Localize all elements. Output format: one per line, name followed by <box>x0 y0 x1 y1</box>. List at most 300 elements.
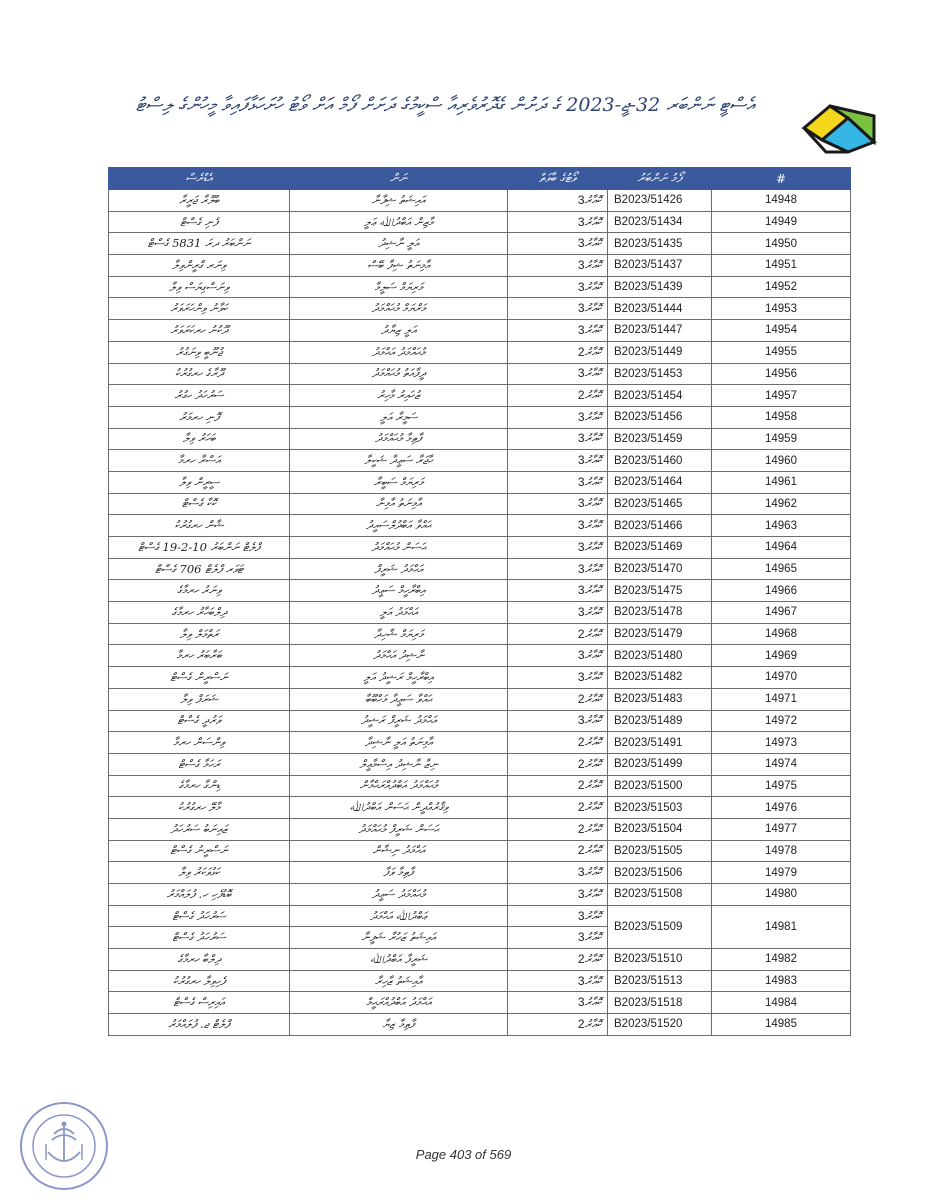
cell-form-number: B2023/51466 <box>608 515 712 537</box>
cell-form-number: B2023/51456 <box>608 406 712 428</box>
cell-name: މަރިޔަމް ސަލީމާ <box>290 276 508 298</box>
cell-name: އިބްރާހީމް ސަޢީދު <box>290 580 508 602</box>
cell-row-number: 14970 <box>712 667 851 689</box>
cell-form-number: B2023/51437 <box>608 255 712 277</box>
cell-form-number: B2023/51510 <box>608 949 712 971</box>
cell-row-number: 14968 <box>712 623 851 645</box>
category-count: 2 <box>577 843 585 858</box>
cell-row-number: 14962 <box>712 493 851 515</box>
cell-form-number: B2023/51518 <box>608 992 712 1014</box>
cell-address: ޑިންގާ ހރމާގެ <box>109 775 290 797</box>
cell-row-number: 14973 <box>712 732 851 754</box>
cell-category <box>508 927 608 949</box>
cell-row-number: 14977 <box>712 818 851 840</box>
table-row <box>109 428 851 450</box>
table-row <box>109 840 851 862</box>
category-label: ކޮއާރު <box>584 214 601 229</box>
table-row <box>109 1014 851 1036</box>
cell-row-number: 14967 <box>712 602 851 624</box>
cell-row-number: 14972 <box>712 710 851 732</box>
cell-category <box>508 385 608 407</box>
cell-category <box>508 970 608 992</box>
cell-address: ކަޅުވަކަރު ވިލާ <box>109 862 290 884</box>
cell-address: ވިނަރ ގްރީންވިލާ <box>109 255 290 277</box>
cell-address: ވިނަސްގިޔަސް ވިލާ <box>109 276 290 298</box>
category-count: 3 <box>577 669 585 684</box>
table-row <box>109 970 851 992</box>
cell-form-number: B2023/51479 <box>608 623 712 645</box>
cell-name: ޙައްވާ ސަޢީދާ މަހްބޫބާ <box>290 688 508 710</box>
cell-name: އަޙްމަދު އަބްދުއްރަޙީމް <box>290 992 508 1014</box>
cell-category <box>508 710 608 732</box>
cell-form-number: B2023/51480 <box>608 645 712 667</box>
category-count: 2 <box>577 344 585 359</box>
cell-form-number: B2023/51499 <box>608 753 712 775</box>
category-count: 3 <box>577 713 585 728</box>
cell-form-number: B2023/51489 <box>608 710 712 732</box>
category-label: ކޮއާރު <box>584 409 601 424</box>
category-count: 3 <box>577 496 585 511</box>
cell-row-number: 14960 <box>712 450 851 472</box>
category-label: ކޮއާރު <box>584 800 601 815</box>
table-row <box>109 298 851 320</box>
cell-form-number: B2023/51460 <box>608 450 712 472</box>
category-label: ކޮއާރު <box>584 496 601 511</box>
table-body <box>109 190 851 1036</box>
category-label: ކޮއާރު <box>584 322 601 337</box>
cell-row-number: 14961 <box>712 471 851 493</box>
cell-category <box>508 363 608 385</box>
cell-category <box>508 688 608 710</box>
table-row <box>109 884 851 906</box>
cell-row-number: 14965 <box>712 558 851 580</box>
category-label: ކޮއާރު <box>584 908 601 923</box>
cell-category <box>508 602 608 624</box>
cell-address: ނަސްރީން ގެސްޓް <box>109 667 290 689</box>
cell-category <box>508 190 608 212</box>
page-title: އެސްޓީ ނަންބަރ 32-ޖީ-2023 ގެ ދަށުން ގެދޮރުވެރިއާ ސްކީމުގެ ދަށަށް ފޯމް އަށް ވޯޓު ހުށަހަޅާފައިވާ މީހުންގެ ލިސްޓު <box>135 94 755 116</box>
cell-category <box>508 1014 608 1036</box>
category-label: ކޮއާރު <box>584 474 601 489</box>
category-count: 3 <box>577 865 585 880</box>
cell-address: ދޫރާގެ ހރގުރުކު <box>109 363 290 385</box>
category-label: ކޮއާރު <box>584 366 601 381</box>
cell-row-number: 14964 <box>712 537 851 559</box>
cell-category <box>508 732 608 754</box>
header-category: ވޯޓުގެ ބާވަތް <box>508 168 608 190</box>
cell-row-number: 14985 <box>712 1014 851 1036</box>
table-row <box>109 385 851 407</box>
cell-address: ޝަރަފް ވިލާ <box>109 688 290 710</box>
cell-address: ފްލެޓް ޖ. ފުލައްމަރު <box>109 1014 290 1036</box>
cell-form-number: B2023/51470 <box>608 558 712 580</box>
header-address: އެޑްރެސް <box>109 168 290 190</box>
cell-row-number: 14974 <box>712 753 851 775</box>
cell-name: ޝަރީފާ އަބްދުﷲ <box>290 949 508 971</box>
cell-category <box>508 992 608 1014</box>
cell-name: ހާޖަރާ ސަޢީދާ ޝަކީލާ <box>290 450 508 472</box>
category-label: ކޮއާރު <box>584 843 601 858</box>
category-count: 3 <box>577 518 585 533</box>
cell-category <box>508 255 608 277</box>
cell-address: ބަހަރު ވިލާ <box>109 428 290 450</box>
header-name: ނަން <box>290 168 508 190</box>
cell-address: ފެހިވިލާ ހރގުރުކު <box>109 970 290 992</box>
cell-name: ޢަބްދުﷲ އަޙްމަދު <box>290 905 508 927</box>
category-count: 3 <box>577 604 585 619</box>
category-count: 3 <box>577 453 585 468</box>
category-count: 3 <box>577 409 585 424</box>
cell-address: ކޮކާ ގެސްޓް <box>109 493 290 515</box>
cell-name: ފާޠިމާ ވަފާ <box>290 862 508 884</box>
table-row <box>109 905 851 927</box>
cell-address: ފްލެޓް ނަންބަރު 10-2-19 ގެސްޓް <box>109 537 290 559</box>
category-count: 3 <box>577 583 585 598</box>
category-count: 2 <box>577 821 585 836</box>
cell-form-number: B2023/51447 <box>608 320 712 342</box>
table-row <box>109 688 851 710</box>
table-row <box>109 667 851 689</box>
category-count: 2 <box>577 691 585 706</box>
cell-form-number: B2023/51503 <box>608 797 712 819</box>
cell-name: މާޒިން އަބްދުﷲ ޢަލީ <box>290 211 508 233</box>
cell-category <box>508 818 608 840</box>
cell-category <box>508 233 608 255</box>
cell-row-number: 14959 <box>712 428 851 450</box>
category-count: 3 <box>577 192 585 207</box>
cell-category <box>508 537 608 559</box>
category-label: ކޮއާރު <box>584 388 601 403</box>
cell-address: ނަންބަރު ދރަ 5831 ގެސްޓް <box>109 233 290 255</box>
category-count: 2 <box>577 951 585 966</box>
category-label: ކޮއާރު <box>584 735 601 750</box>
cell-category <box>508 298 608 320</box>
category-label: ކޮއާރު <box>584 192 601 207</box>
cell-name: އަޙްމަދު އަލީ <box>290 602 508 624</box>
table-row <box>109 190 851 212</box>
category-count: 3 <box>577 561 585 576</box>
category-count: 3 <box>577 366 585 381</box>
category-label: ކޮއާރު <box>584 279 601 294</box>
cell-name: ފާޠިމާ މުޙައްމަދު <box>290 428 508 450</box>
table-row <box>109 515 851 537</box>
table-row <box>109 450 851 472</box>
category-label: ކޮއާރު <box>584 886 601 901</box>
cell-address: އަސްރާ ހރމާ <box>109 450 290 472</box>
cell-form-number: B2023/51500 <box>608 775 712 797</box>
cell-category <box>508 623 608 645</box>
category-count: 3 <box>577 257 585 272</box>
cell-category <box>508 775 608 797</box>
table-row <box>109 710 851 732</box>
cell-row-number: 14954 <box>712 320 851 342</box>
category-label: ކޮއާރު <box>584 626 601 641</box>
cell-address: ބަރާބަރު ހރމާ <box>109 645 290 667</box>
table-row <box>109 255 851 277</box>
cell-address: ދިލްބާ ހރމާގެ <box>109 949 290 971</box>
cell-row-number: 14953 <box>712 298 851 320</box>
cell-row-number: 14957 <box>712 385 851 407</box>
category-label: ކޮއާރު <box>584 604 601 619</box>
cell-category <box>508 905 608 927</box>
category-count: 3 <box>577 648 585 663</box>
cell-form-number: B2023/51513 <box>608 970 712 992</box>
category-label: ކޮއާރު <box>584 236 601 251</box>
cell-name: ސަމީރާ އަލީ <box>290 406 508 428</box>
cell-row-number: 14966 <box>712 580 851 602</box>
cell-category <box>508 450 608 472</box>
category-count: 2 <box>577 626 585 641</box>
table-row <box>109 276 851 298</box>
cell-form-number: B2023/51459 <box>608 428 712 450</box>
category-count: 3 <box>577 279 585 294</box>
cell-category <box>508 753 608 775</box>
cell-category <box>508 840 608 862</box>
cell-name: ނާޝިދު އަޙްމަދު <box>290 645 508 667</box>
cell-category <box>508 515 608 537</box>
cell-category <box>508 471 608 493</box>
cell-row-number: 14984 <box>712 992 851 1014</box>
cell-row-number: 14982 <box>712 949 851 971</box>
table-row <box>109 406 851 428</box>
table-row <box>109 645 851 667</box>
cell-name: މުޙައްމަދު ސަޢީދު <box>290 884 508 906</box>
cell-name: އާމިނަތު ޝިފާ ބޭސް <box>290 255 508 277</box>
cell-form-number: B2023/51508 <box>608 884 712 906</box>
category-count: 3 <box>577 431 585 446</box>
cell-address: ފެނި ގެސްޓް <box>109 211 290 233</box>
cell-name: ދީފާއަތު މުޙައްމަދު <box>290 363 508 385</box>
cell-address: ދޫކުނު ހރކަރަވަރު <box>109 320 290 342</box>
cell-row-number: 14949 <box>712 211 851 233</box>
page-number: Page 403 of 569 <box>415 1147 512 1162</box>
cell-category <box>508 428 608 450</box>
cell-row-number: 14948 <box>712 190 851 212</box>
table-row <box>109 211 851 233</box>
cell-address: ޖުނޫބީ ވިނަގުރު <box>109 341 290 363</box>
category-count: 3 <box>577 995 585 1010</box>
category-label: ކޮއާރު <box>584 301 601 316</box>
cell-form-number: B2023/51483 <box>608 688 712 710</box>
cell-address: ވިނަރު ހރމާގެ <box>109 580 290 602</box>
cell-category <box>508 558 608 580</box>
category-count: 2 <box>577 1016 585 1031</box>
table-header-row <box>109 168 851 190</box>
cell-address: ޒައިނަބު ސަރުހަދު <box>109 818 290 840</box>
cell-name: އަޙްމަދު ނިޝާން <box>290 840 508 862</box>
category-label: ކޮއާރު <box>584 973 601 988</box>
table-row <box>109 949 851 971</box>
cell-address: ޓަވަރ ފްލެޓް 706 ގެސްޓް <box>109 558 290 580</box>
cell-category <box>508 211 608 233</box>
table-row <box>109 862 851 884</box>
cell-address: ކަވާނު ވިންހަރަވަރު <box>109 298 290 320</box>
category-label: ކޮއާރު <box>584 539 601 554</box>
category-count: 2 <box>577 388 585 403</box>
category-count: 3 <box>577 539 585 554</box>
table-row <box>109 233 851 255</box>
cell-row-number: 14978 <box>712 840 851 862</box>
category-count: 3 <box>577 301 585 316</box>
cell-category <box>508 862 608 884</box>
cell-row-number: 14956 <box>712 363 851 385</box>
category-count: 3 <box>577 322 585 337</box>
cell-row-number: 14952 <box>712 276 851 298</box>
cell-category <box>508 884 608 906</box>
category-label: ކޮއާރު <box>584 691 601 706</box>
cell-name: ނިޒާ ނާޝިދު އިސްމާޢީލް <box>290 753 508 775</box>
cell-name: ޙަސަން މުޙައްމަދު <box>290 537 508 559</box>
category-count: 3 <box>577 930 585 945</box>
category-count: 2 <box>577 778 585 793</box>
category-label: ކޮއާރު <box>584 1016 601 1031</box>
category-label: ކޮއާރު <box>584 930 601 945</box>
category-label: ކޮއާރު <box>584 713 601 728</box>
cell-name: ޒުހައިރު މާހިރު <box>290 385 508 407</box>
table-row <box>109 732 851 754</box>
cell-category <box>508 797 608 819</box>
header-form-number: ފޯމު ނަންބަރު <box>608 168 712 190</box>
table-row <box>109 753 851 775</box>
cell-form-number: B2023/51454 <box>608 385 712 407</box>
category-label: ކޮއާރު <box>584 821 601 836</box>
cell-name: އަލީ ނާޝިދު <box>290 233 508 255</box>
category-label: ކޮއާރު <box>584 453 601 468</box>
cell-category <box>508 667 608 689</box>
table-row <box>109 493 851 515</box>
cell-name: އައިޝަތު ޒަހުރާ ޝަފީނާ <box>290 927 508 949</box>
cell-address: ސަރުހަދު ގެސްޓް <box>109 905 290 927</box>
category-count: 2 <box>577 735 585 750</box>
table-row <box>109 363 851 385</box>
cell-category <box>508 493 608 515</box>
category-label: ކޮއާރު <box>584 995 601 1010</box>
category-label: ކޮއާރު <box>584 344 601 359</box>
cell-form-number: B2023/51435 <box>608 233 712 255</box>
cell-form-number: B2023/51505 <box>608 840 712 862</box>
cell-category <box>508 341 608 363</box>
cell-address: ބުލޫރާ ޖަރީރާ <box>109 190 290 212</box>
category-label: ކޮއާރު <box>584 431 601 446</box>
cell-address: ނަސްރީނު ގެސްޓް <box>109 840 290 862</box>
cell-form-number: B2023/51439 <box>608 276 712 298</box>
category-label: ކޮއާރު <box>584 257 601 272</box>
cell-row-number: 14983 <box>712 970 851 992</box>
cell-row-number: 14979 <box>712 862 851 884</box>
cell-address: ސީރީން ވިލާ <box>109 471 290 493</box>
table-row <box>109 471 851 493</box>
header-row-number: # <box>712 168 851 190</box>
cell-name: އާމިނަތު އާމިނާ <box>290 493 508 515</box>
cell-form-number: B2023/51426 <box>608 190 712 212</box>
category-count: 2 <box>577 756 585 771</box>
cell-row-number: 14981 <box>712 905 851 948</box>
cell-row-number: 14969 <box>712 645 851 667</box>
cell-form-number: B2023/51520 <box>608 1014 712 1036</box>
cell-form-number: B2023/51434 <box>608 211 712 233</box>
table-row <box>109 818 851 840</box>
cell-row-number: 14963 <box>712 515 851 537</box>
cell-name: މަރްޔަމް މުޙައްމަދު <box>290 298 508 320</box>
table-row <box>109 797 851 819</box>
cell-category <box>508 645 608 667</box>
cell-address: ޝާން ހރގުރުކު <box>109 515 290 537</box>
category-label: ކޮއާރު <box>584 669 601 684</box>
cell-name: ވިޤާރުއްދީން ޙަސަން އަބްދުﷲ <box>290 797 508 819</box>
cell-address: ފޮނި ހރމަރު <box>109 406 290 428</box>
cell-row-number: 14971 <box>712 688 851 710</box>
cell-category <box>508 276 608 298</box>
category-count: 3 <box>577 236 585 251</box>
cell-category <box>508 580 608 602</box>
cell-address: ދިލްބަހާރު ހރމާގެ <box>109 602 290 624</box>
cell-address: ރަހަމާ ގެސްޓް <box>109 753 290 775</box>
cell-category <box>508 949 608 971</box>
cell-form-number: B2023/51509 <box>608 905 712 948</box>
category-label: ކޮއާރު <box>584 561 601 576</box>
category-label: ކޮއާރު <box>584 778 601 793</box>
category-count: 3 <box>577 886 585 901</box>
voter-list-table <box>108 167 851 1036</box>
cell-form-number: B2023/51444 <box>608 298 712 320</box>
cell-form-number: B2023/51475 <box>608 580 712 602</box>
category-count: 3 <box>577 214 585 229</box>
cell-form-number: B2023/51482 <box>608 667 712 689</box>
cell-form-number: B2023/51491 <box>608 732 712 754</box>
cell-name: އާއިޝަތު ޒާހިރާ <box>290 970 508 992</box>
cell-row-number: 14975 <box>712 775 851 797</box>
cell-form-number: B2023/51464 <box>608 471 712 493</box>
category-count: 2 <box>577 800 585 815</box>
category-label: ކޮއާރު <box>584 583 601 598</box>
table-row <box>109 558 851 580</box>
table-row <box>109 537 851 559</box>
cell-name: އިބްރާހީމް ރަޝީދު އަލީ <box>290 667 508 689</box>
cell-address: ބޮޑުފެހި ހ. ފުލައްމަރު <box>109 884 290 906</box>
cell-name: ޙަސަން ޝަރީފް މުޙައްމަދު <box>290 818 508 840</box>
cell-name: ފާޠިމާ ޒިޔާ <box>290 1014 508 1036</box>
cell-name: އަޙްމަދު ޝަރީފް <box>290 558 508 580</box>
cell-name: މުޙައްމަދު އަޙްމަދު <box>290 341 508 363</box>
colorful-cube-logo-icon <box>800 98 878 154</box>
category-label: ކޮއާރު <box>584 951 601 966</box>
category-count: 3 <box>577 908 585 923</box>
cell-name: މުޙައްމަދު އަބްދުއްރަޙްމާން <box>290 775 508 797</box>
cell-address: މާލޭ ހރގުރުކު <box>109 797 290 819</box>
table-row <box>109 580 851 602</box>
cell-address: އައިރިސް ގެސްޓް <box>109 992 290 1014</box>
cell-name: މަރިޔަމް ސަބީރާ <box>290 471 508 493</box>
cell-row-number: 14950 <box>712 233 851 255</box>
cell-address: ވަރުދީ ގެސްޓް <box>109 710 290 732</box>
cell-form-number: B2023/51469 <box>608 537 712 559</box>
cell-name: އާމިނަތު އަލީ ނާޝިދާ <box>290 732 508 754</box>
cell-row-number: 14955 <box>712 341 851 363</box>
table-row <box>109 623 851 645</box>
government-seal-icon <box>18 1100 110 1192</box>
cell-row-number: 14958 <box>712 406 851 428</box>
cell-row-number: 14976 <box>712 797 851 819</box>
category-count: 3 <box>577 973 585 988</box>
category-label: ކޮއާރު <box>584 648 601 663</box>
table-row <box>109 320 851 342</box>
cell-name: ޙައްވާ އަބްދުލްސައީދު <box>290 515 508 537</box>
cell-address: ސަރުހަދު ގެސްޓް <box>109 927 290 949</box>
cell-row-number: 14951 <box>712 255 851 277</box>
cell-category <box>508 320 608 342</box>
cell-category <box>508 406 608 428</box>
cell-address: ސަރުހަދު ހގުރު <box>109 385 290 407</box>
